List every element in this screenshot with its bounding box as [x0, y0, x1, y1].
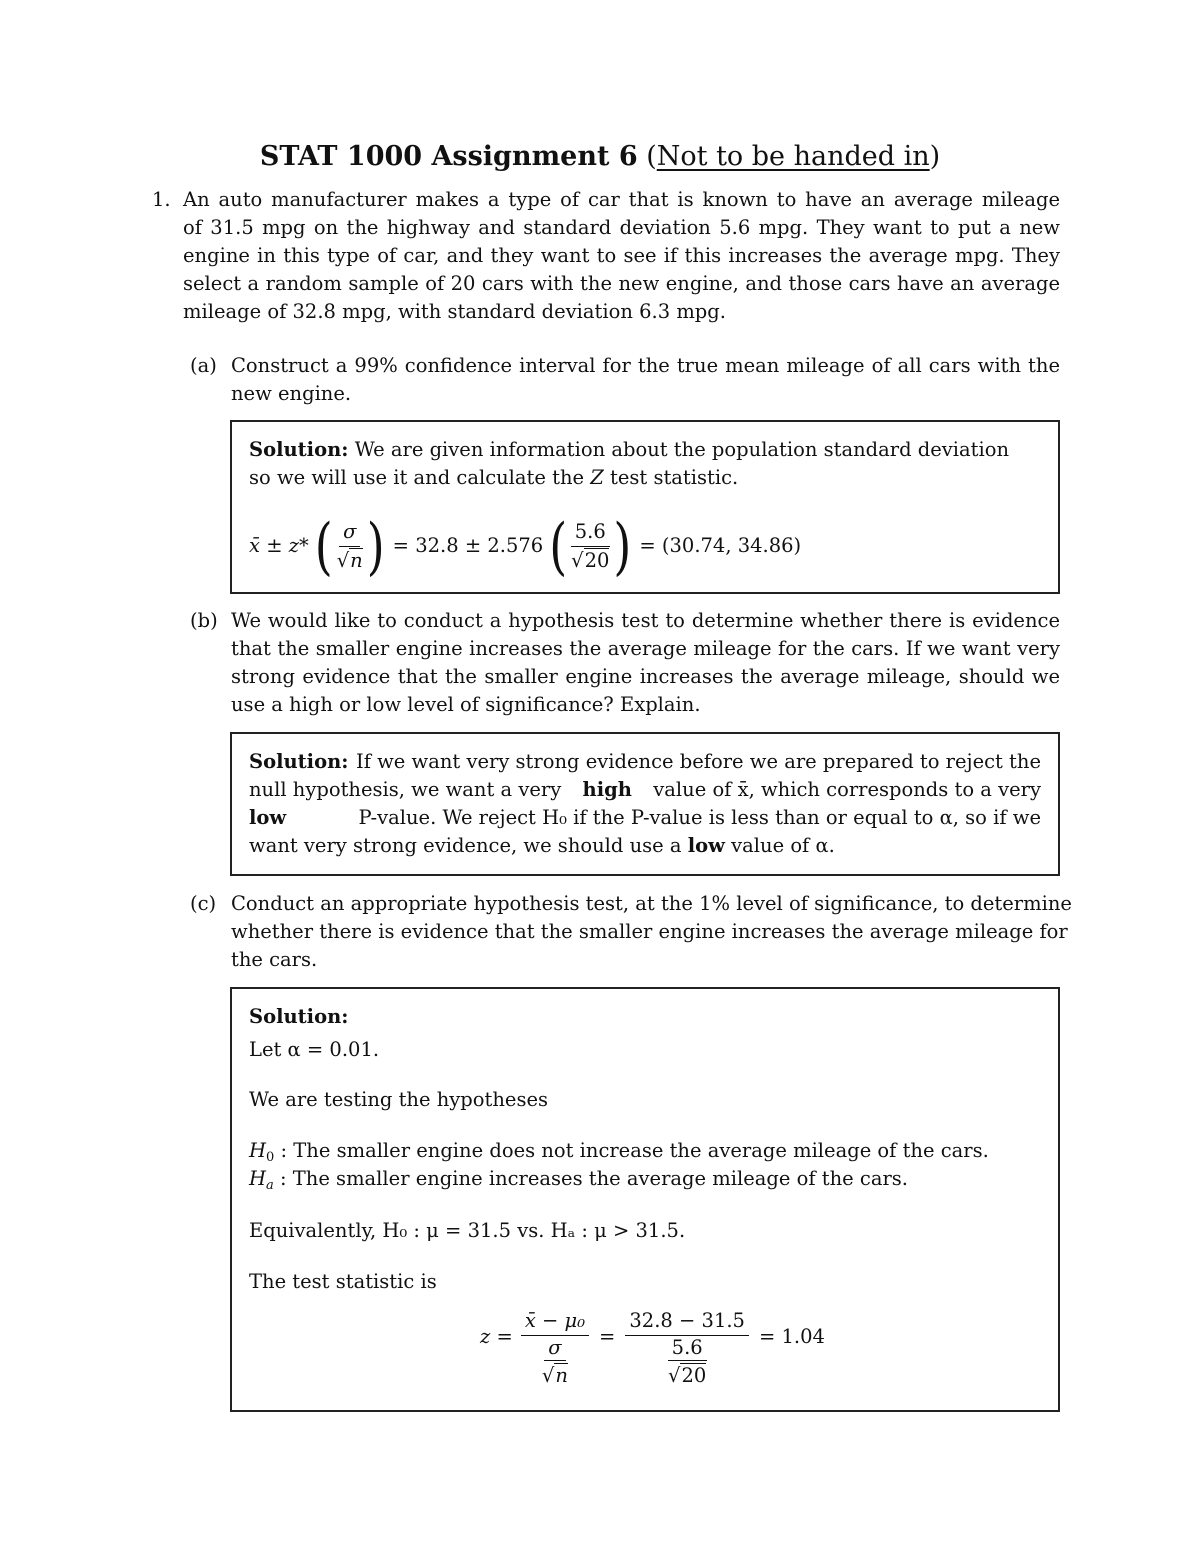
solution-c-testing: We are testing the hypotheses [249, 1088, 548, 1111]
question-line-1: An auto manufacturer makes a type of car that is known to have an average mileage [183, 188, 1060, 211]
solution-b-low-2: low [687, 834, 725, 857]
numeric-n: 20 [681, 1364, 707, 1387]
h0-symbol: H [249, 1139, 267, 1162]
title-course: STAT 1000 Assignment 6 [259, 141, 638, 172]
z-fraction-numeric: 32.8 − 31.5 5.6 √20 [625, 1307, 749, 1391]
numeric-numerator: 32.8 − 31.5 [625, 1307, 749, 1336]
ci-result: = (30.74, 34.86) [639, 534, 802, 557]
solution-b-line-2 [249, 776, 1041, 804]
solution-b-text-4c: value of α. [731, 834, 835, 857]
solution-c-alpha: Let α = 0.01. [249, 1038, 380, 1061]
solution-b-text-2a: null hypothesis, we want a very [249, 778, 562, 801]
sigma-over-root-n: $\frac{\sigma}{√n}$ [336, 519, 363, 572]
ci-lhs: x̄ ± z* [249, 534, 309, 557]
z-eq: z = [480, 1325, 513, 1348]
part-b-line-4: use a high or low level of significance? Explain. [231, 693, 701, 716]
ci-mid: = 32.8 ± 2.576 [392, 534, 544, 557]
numeric-sd: 5.6 [668, 1336, 707, 1361]
solution-b-text-1: If we want very strong evidence before we are prepared to reject the [356, 750, 1041, 773]
question-line-4: select a random sample of 20 cars with the new engine, and those cars have an average [183, 272, 1060, 295]
part-c-line-3: the cars. [231, 948, 318, 971]
ha-statement [249, 1165, 908, 1200]
z-fraction-symbolic: x̄ − μ₀ σ √n [521, 1307, 589, 1391]
part-a-line-1: Construct a 99% confidence interval for the true mean mileage of all cars with the [231, 354, 1060, 377]
solution-c-stat-intro: The test statistic is [249, 1270, 437, 1293]
part-a-label: (a) [190, 354, 217, 377]
title-open-paren: ( [646, 141, 657, 172]
n: n [350, 548, 363, 572]
part-b-line-1: We would like to conduct a hypothesis test to determine whether there is evidence [231, 609, 1060, 632]
solution-a-text-2-tail: test statistic. [610, 466, 739, 489]
question-number: 1. [152, 188, 171, 211]
solution-b-low-1: low [249, 806, 287, 829]
h0-sub: 0 [266, 1150, 275, 1165]
solution-box-c [230, 987, 1060, 1412]
z-symbol: Z [590, 466, 604, 489]
z-eq-2: = [599, 1325, 616, 1348]
solution-a-heading: Solution: [249, 438, 349, 461]
solution-a-line-1 [249, 436, 1041, 464]
solution-a-text-1: We are given information about the population standard deviation [354, 438, 1010, 461]
solution-b-high: high [582, 778, 632, 801]
solution-box-b [230, 732, 1060, 876]
page-title [0, 140, 1200, 174]
solution-c-heading-text: Solution: [249, 1005, 349, 1028]
ha-symbol: H [249, 1167, 267, 1190]
solution-b-heading: Solution: [249, 750, 349, 773]
xbar-minus-mu: x̄ − μ₀ [521, 1307, 589, 1336]
sigma-denominator: σ [544, 1336, 565, 1361]
part-c-line-1: Conduct an appropriate hypothesis test, at the 1% level of significance, to determine [231, 892, 1072, 915]
solution-b-line-3 [249, 804, 1041, 832]
sd-over-root-20: $\frac{5.6}{√20}$ [571, 519, 610, 572]
ha-sub: a [266, 1178, 274, 1193]
solution-b-text-3: P-value. We reject H₀ if the P-value is less than or equal to α, so if we [358, 806, 1041, 829]
n-denominator: n [555, 1364, 568, 1387]
part-b-line-2: that the smaller engine increases the average mileage for the cars. If we want very [231, 637, 1060, 660]
ha-text: : The smaller engine increases the average mileage of the cars. [279, 1167, 908, 1190]
h0-text: : The smaller engine does not increase the average mileage of the cars. [280, 1139, 989, 1162]
solution-c-equiv: Equivalently, H₀ : μ = 31.5 vs. Hₐ : μ > 31.5. [249, 1219, 686, 1242]
solution-b-line-4 [249, 832, 835, 860]
part-c-line-2: whether there is evidence that the smaller engine increases the average mileage for [231, 920, 1068, 943]
solution-b-line-1 [249, 748, 1041, 776]
solution-a-line-2 [249, 464, 738, 492]
part-a-line-2: new engine. [231, 382, 352, 405]
ci-formula: x̄ ± z* ( $\frac{\sigma}{√n}$ ) = 32.8 ± 2.576 ( $\frac{5.6}{√20}$ ) = (30.74, 34.86) [249, 509, 802, 583]
title-note: Not to be handed in [656, 141, 930, 172]
z-result: = 1.04 [758, 1325, 825, 1348]
solution-b-text-4a: want very strong evidence, we should use a [249, 834, 682, 857]
part-b-label: (b) [190, 609, 218, 632]
solution-c-heading [249, 1003, 348, 1031]
sd-value: 5.6 [571, 518, 610, 547]
solution-b-text-2c: value of x̄, which corresponds to a very [653, 778, 1041, 801]
question-line-2: of 31.5 mpg on the highway and standard deviation 5.6 mpg. They want to put a new [183, 216, 1060, 239]
solution-a-text-2: so we will use it and calculate the [249, 466, 585, 489]
question-line-5: mileage of 32.8 mpg, with standard deviation 6.3 mpg. [183, 300, 726, 323]
sigma: σ [339, 518, 360, 547]
n-value: 20 [584, 548, 610, 572]
title-close-paren: ) [929, 141, 941, 172]
z-formula [480, 1307, 825, 1397]
solution-box-a [230, 420, 1060, 594]
part-b-line-3: strong evidence that the smaller engine increases the average mileage, should we [231, 665, 1060, 688]
part-c-label: (c) [190, 892, 217, 915]
question-line-3: engine in this type of car, and they want to see if this increases the average mpg. They [183, 244, 1060, 267]
